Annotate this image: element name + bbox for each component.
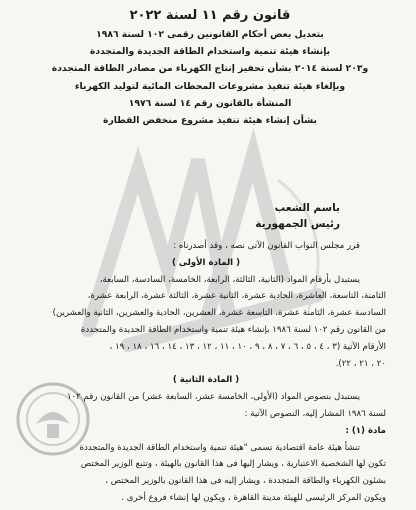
- article-1-line: من القانون رقم ١٠٢ لسنة ١٩٨٦ بإنشاء هيئة تنمية واستخدام الطاقة الجديدة والمتجددة: [80, 324, 386, 335]
- article-1-heading: ( المادة الأولى ): [171, 257, 241, 268]
- header-line: بإنشاء هيئة تنمية واستخدام الطاقة الجديدة والمتجددة: [89, 46, 331, 58]
- law-header: [40, 6, 380, 129]
- law-title: قانون رقم ١١ لسنة ٢٠٢٢: [129, 8, 291, 23]
- intro-line: قرر مجلس النواب القانون الآتى نصه ، وقد أصدرناه :: [173, 241, 360, 251]
- article-1-line: ٢٠ ، ٢١ ، ٢٢).: [335, 358, 386, 369]
- header-line: المنشأة بالقانون رقم ١٤ لسنة ١٩٧٦: [128, 97, 292, 109]
- article-2-heading: ( المادة الثانية ): [172, 375, 240, 386]
- header-line: بتعديل بعض أحكام القانونين رقمى ١٠٢ لسنة ١٩٨٦: [96, 29, 324, 40]
- sub-article-line: تنشأ هيئة عامة اقتصادية تسمى "هيئة تنمية واستخدام الطاقة الجديدة والمتجددة: [79, 442, 360, 453]
- sub-article-line: ويكون المركز الرئيسى للهيئة مدينة القاهرة ، ويكون لها إنشاء فروع أخرى .: [121, 492, 386, 503]
- sub-article-line: بشئون الكهرباء والطاقة المتجددة ، ويشار إليه فى هذا القانون بالوزير المختص ،: [105, 476, 386, 487]
- header-line: و٢٠٣ لسنة ٢٠١٤ بشأن تحفيز إنتاج الكهرباء من مصادر الطاقة المتجددة: [51, 63, 369, 75]
- preamble: [255, 200, 340, 232]
- article-1-line: الثامنة، التاسعة، العاشرة، الحادية عشرة، الثانية عشرة، الثالثة عشرة، الرابعة عشرة،: [87, 291, 386, 302]
- preamble-president: رئيس الجمهورية: [255, 218, 340, 230]
- article-2-line: لسنة ١٩٨٦ المشار إليه، النصوص الآتية :: [244, 408, 386, 419]
- article-1-line: الأرقام الآتية (٣ ، ٤ ، ٥ ، ٦ ، ٧ ، ٨ ، ٩ ، ١٠ ، ١١ ، ١٢ ، ١٣ ، ١٤ ، ١٦ ، ١٨ ، ١٩ ،: [109, 341, 386, 352]
- article-2-line: يستبدل بنصوص المواد (الأولى، الخامسة عشر، السابعة عشر) من القانون رقم ١٠٢: [66, 392, 360, 403]
- law-body: [26, 238, 386, 507]
- header-line: بشأن إنشاء هيئة تنفيذ مشروع منخفض القطارة: [103, 115, 317, 127]
- sub-article-line: تكون لها الشخصية الاعتبارية ، ويشار إليها فى هذا القانون بالهيئة ، وتتبع الوزير المختص: [80, 459, 386, 470]
- header-line: وبإلغاء هيئة تنفيذ مشروعات المحطات المائية لتوليد الكهرباء: [74, 80, 346, 92]
- article-1-line: السادسة عشرة، الثامنة عشرة، التاسعة عشرة، العشرين، الحادية والعشرين، الثانية والعشرين): [52, 308, 386, 319]
- sub-article-heading: مادة (١) :: [345, 425, 386, 436]
- article-1-line: يستبدل بأرقام المواد (الثانية، الثالثة، الرابعة، الخامسة، السادسة، السابعة،: [99, 274, 360, 285]
- preamble-people: باسم الشعب: [274, 202, 340, 214]
